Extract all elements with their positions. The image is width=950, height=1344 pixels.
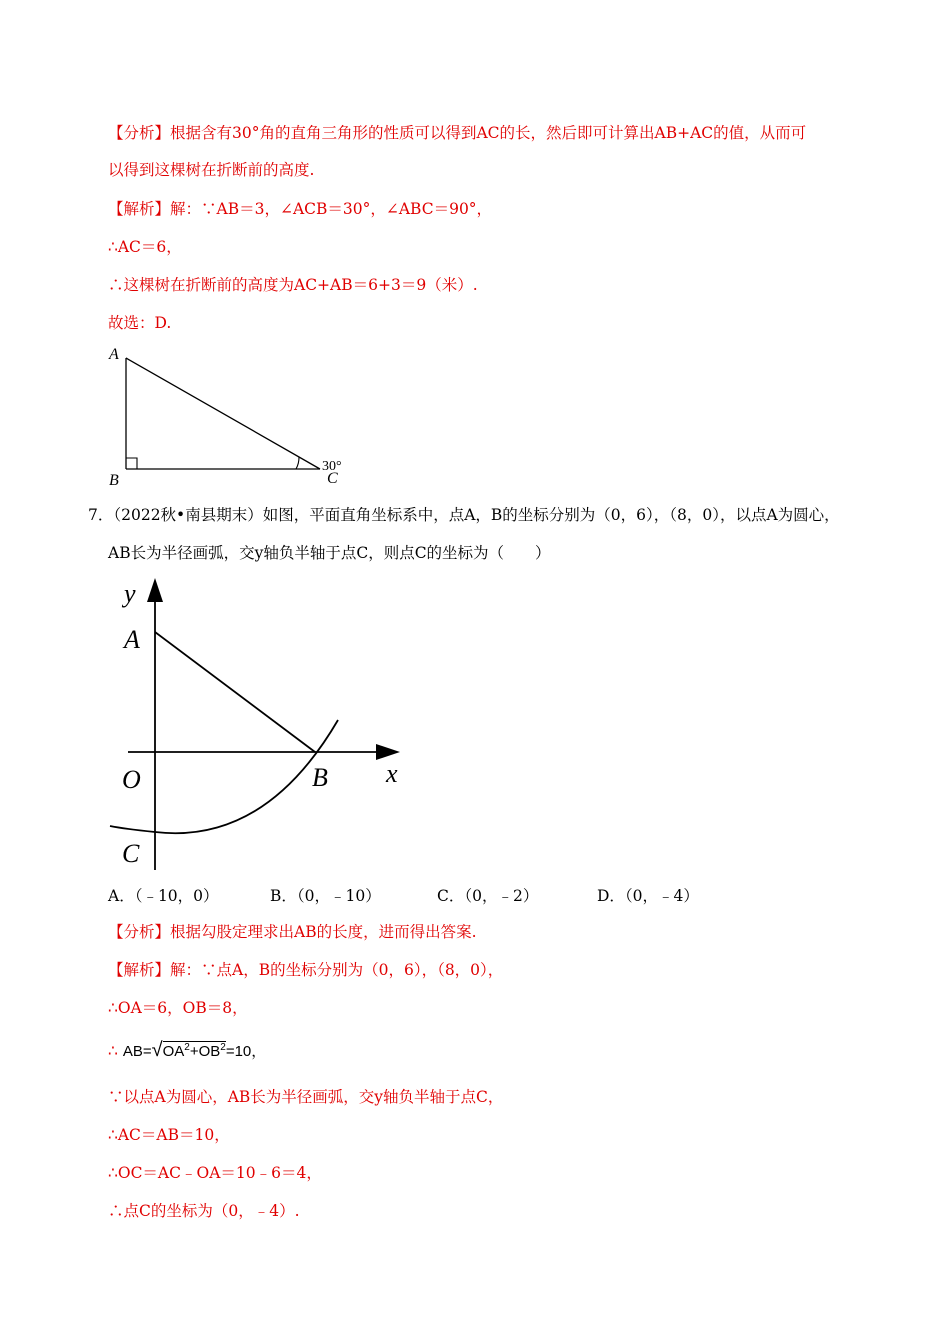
q7-label-y: y (124, 579, 136, 608)
q7-option-c[interactable]: C．（0，﹣2） (437, 887, 539, 905)
q6-triangle-figure (100, 340, 360, 490)
q7-solution-line4: ∵以点A为圆心，AB长为半径画弧，交y轴负半轴于点C， (108, 1088, 504, 1106)
q6-label-a: A (109, 346, 119, 363)
q7-option-d[interactable]: D．（0，﹣4） (597, 887, 699, 905)
q7-formula-therefore: ∴ (108, 1042, 118, 1060)
q6-analysis-line2: 以得到这棵树在折断前的高度. (108, 161, 315, 179)
q7-formula-line (108, 1038, 266, 1062)
q6-analysis-text1: 根据含有30°角的直角三角形的性质可以得到AC的长，然后即可计算出AB+AC的值，从而可 (170, 124, 807, 142)
q7-solution-line7: ∴点C的坐标为（0，﹣4）. (108, 1202, 300, 1220)
q7-solution-line2: ∴OA＝6，OB＝8， (108, 999, 248, 1017)
q7-solution-line1 (108, 960, 503, 980)
q7-option-a[interactable]: A．（﹣10，0） (108, 887, 219, 905)
q7-solution-tag: 【解析】 (108, 961, 171, 979)
q7-analysis-line (108, 922, 477, 942)
q6-solution-text1: 解：∵AB＝3，∠ACB＝30°，∠ABC＝90°， (170, 200, 493, 218)
q6-label-b: B (109, 472, 119, 489)
q7-formula-oa: OA (162, 1043, 185, 1060)
q7-formula-exp1: 2 (184, 1042, 190, 1053)
q7-label-b: B (312, 763, 328, 792)
q7-formula-end: ， (251, 1043, 267, 1060)
q7-coordinate-figure (100, 570, 420, 875)
q7-label-x: x (386, 759, 398, 788)
q7-stem-line1: 7．（2022秋•南县期末）如图，平面直角坐标系中，点A，B的坐标分别为（0，6），（8，0），以点A为圆心， (88, 506, 840, 524)
q7-label-c: C (122, 839, 140, 868)
q7-analysis-text: 根据勾股定理求出AB的长度，进而得出答案. (170, 923, 477, 941)
q7-formula-rhs: =10 (225, 1043, 252, 1060)
q7-solution-line5: ∴AC＝AB＝10， (108, 1126, 230, 1144)
q6-solution-tag: 【解析】 (108, 200, 171, 218)
q7-label-o: O (122, 765, 141, 794)
q6-solution-line1 (108, 199, 492, 219)
q7-label-a: A (124, 625, 140, 654)
q7-analysis-tag: 【分析】 (108, 923, 171, 941)
q6-label-angle: 30° (322, 459, 342, 474)
q7-stem-line2: AB长为半径画弧，交y轴负半轴于点C，则点C的坐标为（ ） (108, 544, 551, 562)
q6-label-c: C (327, 470, 338, 487)
q6-solution-line2: ∴AC＝6， (108, 238, 182, 256)
q6-solution-line3: ∴这棵树在折断前的高度为AC+AB＝6+3＝9（米）. (108, 276, 478, 294)
q7-formula (122, 1039, 267, 1061)
q7-formula-lhs: AB= (122, 1043, 152, 1060)
q7-option-b[interactable]: B．（0，﹣10） (270, 887, 381, 905)
q6-analysis-tag: 【分析】 (108, 124, 171, 142)
q7-solution-text1: 解：∵点A，B的坐标分别为（0，6），（8，0）， (170, 961, 504, 979)
q7-formula-ob: +OB (189, 1043, 221, 1060)
q6-analysis-line1 (108, 123, 806, 143)
q6-solution-line4: 故选：D. (108, 314, 172, 332)
q7-formula-radicand (163, 1041, 226, 1060)
sqrt-icon: √ (151, 1039, 163, 1061)
q7-solution-line6: ∴OC＝AC﹣OA＝10﹣6＝4， (108, 1164, 322, 1182)
q7-formula-exp2: 2 (220, 1042, 226, 1053)
